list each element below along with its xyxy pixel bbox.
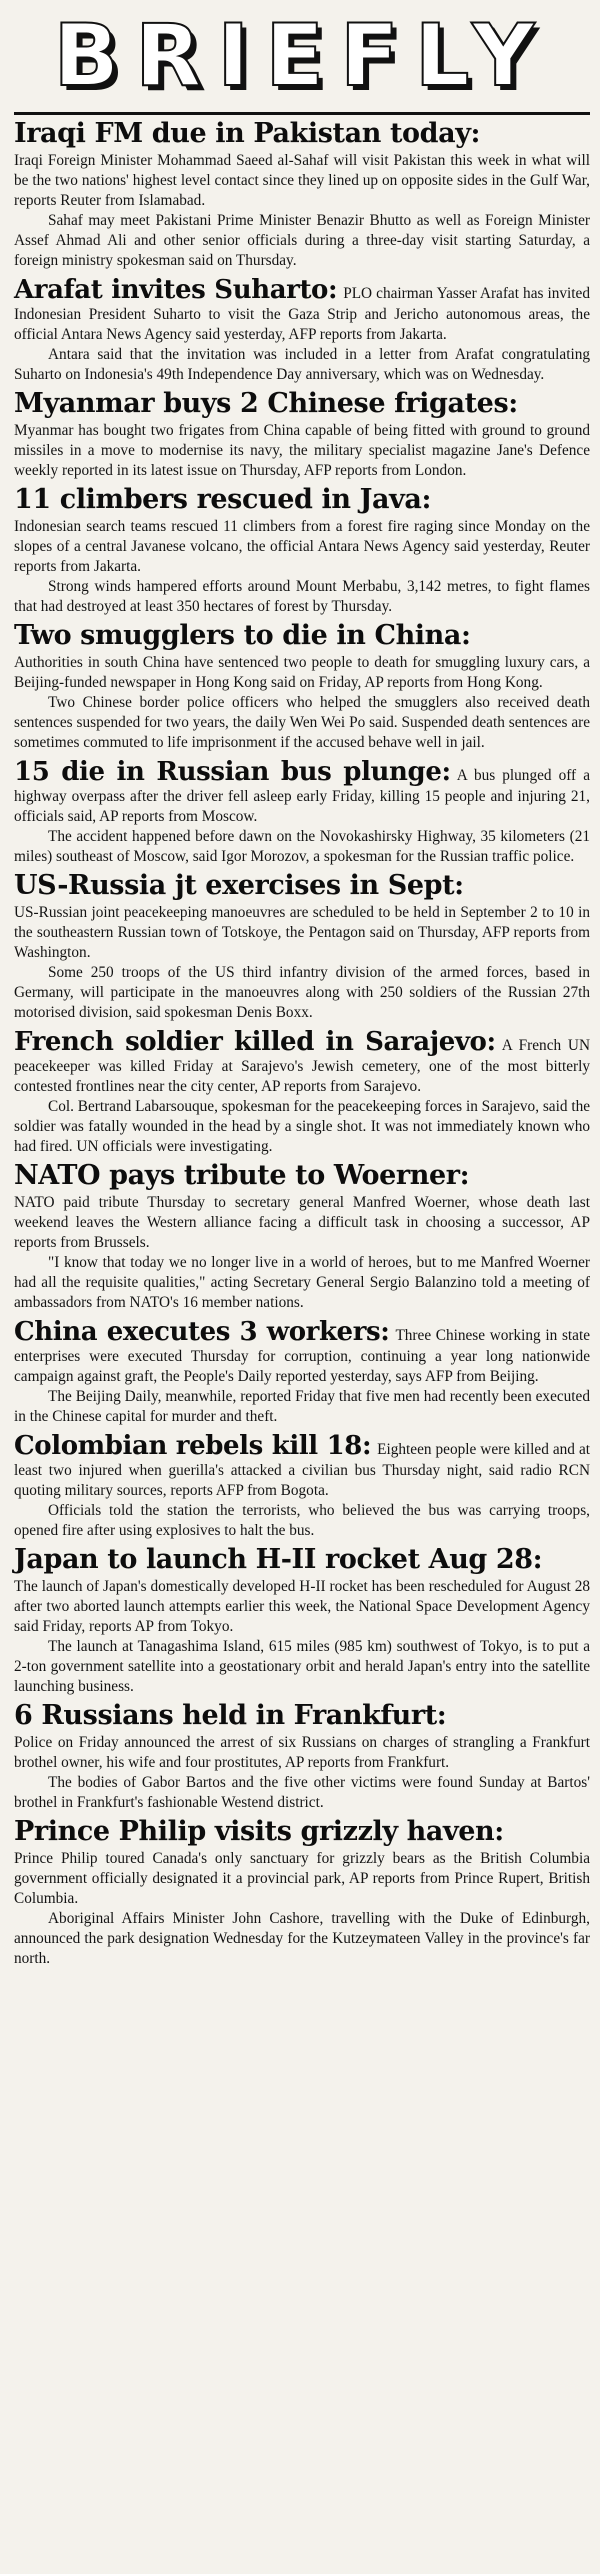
news-brief-item [14, 871, 590, 1023]
masthead-title: BRIEFLY [53, 6, 551, 106]
news-brief-item [14, 1161, 590, 1313]
story-paragraph: Col. Bertrand Labarsouque, spokesman for the peacekeeping forces in Sarajevo, said the soldier was fatally wounded in the head by a single shot. It was not immediately known who had fired. UN officials were investigating. [14, 1098, 591, 1155]
story-paragraph: Authorities in south China have sentenced two people to death for smuggling luxury cars, a Beijing-funded newspaper in Hong Kong said on Friday, AP reports from Hong Kong. [14, 654, 590, 691]
story-paragraph: Aboriginal Affairs Minister John Cashore, travelling with the Duke of Edinburgh, announced the park designation Wednesday for the Kutzeymateen Valley in the province's far north. [14, 1910, 590, 1967]
story-paragraph: The Beijing Daily, meanwhile, reported Friday that five men had recently been executed in the Chinese capital for murder and theft. [14, 1388, 590, 1425]
news-brief-item [14, 485, 590, 617]
headline: 6 Russians held in Frankfurt: [14, 1700, 447, 1731]
story-paragraph: "I know that today we no longer live in a world of heroes, but to me Manfred Woerner had all the requisite qualities," acting Secretary General Sergio Balanzino told a meeting of ambassadors from NATO's 16 member nations. [14, 1254, 590, 1311]
story-text: A French UN peacekeeper was killed Friday at Sarajevo's Jewish cemetery, one of the most bitterly contested frontlines near the city center, AP reports from Sarajevo. [14, 1037, 590, 1095]
headline: Two smugglers to die in China: [14, 620, 471, 651]
story-text: PLO chairman Yasser Arafat has invited Indonesian President Suharto to visit the Gaza Strip and Jericho autonomous areas, the official Antara News Agency said yesterday, AFP reports from Jakarta. [14, 285, 590, 343]
story-paragraph: Two Chinese border police officers who helped the smugglers also received death sentences suspended for two years, the daily Wen Wei Po said. Suspended death sentences are sometimes commuted to life imprisonment if the accused behave well in jail. [14, 694, 590, 751]
story-paragraph: Myanmar has bought two frigates from China capable of being fitted with ground to ground missiles in a move to modernise its navy, the military specialist magazine Jane's Defence weekly reported in its latest issue on Thursday, AFP reports from London. [14, 422, 590, 479]
story-paragraph: Sahaf may meet Pakistani Prime Minister Benazir Bhutto as well as Foreign Minister Assef Ahmad Ali and other senior officials during a three-day visit starting Saturday, a foreign ministry spokesman said on Thursday. [14, 212, 590, 269]
news-brief-item [14, 757, 590, 867]
story-paragraph: Antara said that the invitation was included in a letter from Arafat congratulating Suharto on Indonesia's 49th Independence Day anniversary, which was on Wednesday. [14, 346, 590, 383]
story-paragraph: NATO paid tribute Thursday to secretary general Manfred Woerner, whose death last weekend leaves the Western alliance facing a difficult task in choosing a successor, AP reports from Brussels. [14, 1194, 590, 1251]
news-brief-item [14, 1027, 590, 1157]
news-brief-item [14, 1701, 590, 1813]
story-paragraph: Indonesian search teams rescued 11 climbers from a forest fire raging since Monday on the slopes of a central Javanese volcano, the official Antara News Agency said yesterday, Reuter reports from Jakarta. [14, 518, 590, 575]
story-paragraph: Officials told the station the terrorists, who believed the bus was carrying troops, opened fire after using explosives to halt the bus. [14, 1502, 590, 1539]
headline: French soldier killed in Sarajevo: [14, 1027, 496, 1057]
news-brief-item [14, 1317, 590, 1427]
news-brief-item [14, 389, 590, 481]
news-brief-item [14, 119, 590, 271]
headline: US-Russia jt exercises in Sept: [14, 870, 464, 901]
story-text: A bus plunged off a highway overpass after the driver fell asleep early Friday, killing 15 people and injuring 21, officials said, AP reports from Moscow. [14, 767, 590, 825]
story-paragraph [14, 757, 590, 827]
story-paragraph [14, 1027, 590, 1097]
story-paragraph: Some 250 troops of the US third infantry division of the armed forces, based in Germany, will participate in the manoeuvres along with 250 soldiers of the Russian 27th motorised division, said spokesman Denis Boxx. [14, 964, 590, 1021]
news-brief-item [14, 275, 590, 385]
headline: NATO pays tribute to Woerner: [14, 1160, 470, 1191]
story-paragraph [14, 1431, 590, 1501]
masthead [14, 0, 590, 115]
headline: China executes 3 workers: [14, 1317, 390, 1347]
story-paragraph: The launch of Japan's domestically developed H-II rocket has been rescheduled for August 28 after two aborted launch attempts earlier this week, the National Space Development Agency said Friday, reports AP from Tokyo. [14, 1578, 590, 1635]
headline: Iraqi FM due in Pakistan today: [14, 118, 481, 149]
news-brief-item [14, 1817, 590, 1969]
story-list [14, 119, 590, 1969]
story-paragraph [14, 1317, 590, 1387]
story-paragraph: Police on Friday announced the arrest of six Russians on charges of strangling a Frankfurt brothel owner, his wife and four prostitutes, AP reports from Frankfurt. [14, 1734, 590, 1771]
story-paragraph [14, 275, 590, 345]
story-text: Eighteen people were killed and at least two injured when guerilla's attacked a civilian bus Thursday night, said radio RCN quoting military sources, reports AFP from Bogota. [14, 1441, 590, 1499]
story-paragraph: US-Russian joint peacekeeping manoeuvres are scheduled to be held in September 2 to 10 in the southeastern Russian town of Totskoye, the Pentagon said on Thursday, AFP reports from Washington. [14, 904, 590, 961]
headline: Colombian rebels kill 18: [14, 1431, 372, 1461]
story-paragraph: The launch at Tanagashima Island, 615 miles (985 km) southwest of Tokyo, is to put a 2-ton government satellite into a geostationary orbit and herald Japan's entry into the satellite launching business. [14, 1638, 590, 1695]
story-paragraph: Strong winds hampered efforts around Mount Merbabu, 3,142 metres, to fight flames that had destroyed at least 350 hectares of forest by Thursday. [14, 578, 590, 615]
story-paragraph: Prince Philip toured Canada's only sanctuary for grizzly bears as the British Columbia government officially designated it a provincial park, AP reports from Prince Rupert, British Columbia. [14, 1850, 590, 1907]
story-paragraph: The accident happened before dawn on the Novokashirsky Highway, 35 kilometers (21 miles) southeast of Moscow, said Igor Morozov, a spokesman for the Russian traffic police. [14, 828, 590, 865]
headline: Myanmar buys 2 Chinese frigates: [14, 388, 518, 419]
headline: Prince Philip visits grizzly haven: [14, 1816, 504, 1847]
news-brief-item [14, 621, 590, 753]
story-paragraph: The bodies of Gabor Bartos and the five other victims were found Sunday at Bartos' brothel in Frankfurt's fashionable Westend district. [14, 1774, 590, 1811]
news-brief-item [14, 1431, 590, 1541]
headline: 15 die in Russian bus plunge: [14, 757, 451, 787]
story-paragraph: Iraqi Foreign Minister Mohammad Saeed al-Sahaf will visit Pakistan this week in what will be the two nations' highest level contact since they lined up on opposite sides in the Gulf War, reports Reuter from Islamabad. [14, 152, 590, 209]
headline: Arafat invites Suharto: [14, 275, 338, 305]
headline: Japan to launch H-II rocket Aug 28: [14, 1544, 543, 1575]
news-brief-item [14, 1545, 590, 1697]
headline: 11 climbers rescued in Java: [14, 484, 432, 515]
story-text: Three Chinese working in state enterprises were executed Thursday for corruption, continuing a year long nationwide campaign against graft, the People's Daily reported yesterday, says AFP from Beijing. [14, 1327, 590, 1385]
